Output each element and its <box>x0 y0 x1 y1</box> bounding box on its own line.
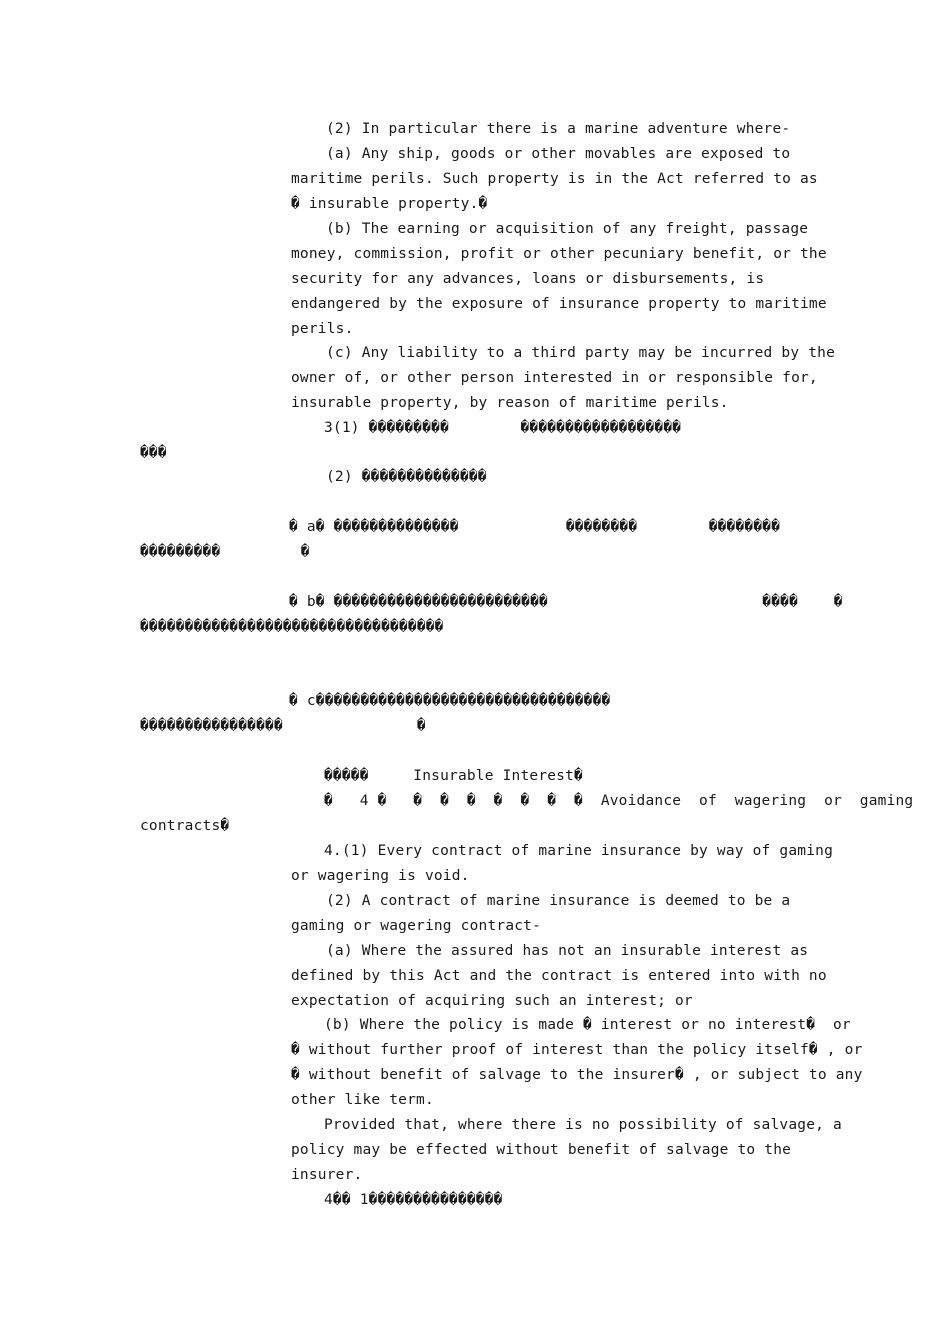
text-line: 4�� 1��������������� <box>324 1192 503 1208</box>
text-line: insurable property, by reason of maritime perils. <box>291 395 729 411</box>
text-line: expectation of acquiring such an interest; or <box>291 993 693 1009</box>
text-line: 4.(1) Every contract of marine insurance by way of gaming <box>324 843 833 859</box>
text-line: � without further proof of interest than the policy itself� , or <box>291 1042 863 1058</box>
text-line: (2) In particular there is a marine adventure where- <box>326 121 791 137</box>
text-line: � without benefit of salvage to the insurer� , or subject to any <box>291 1067 863 1083</box>
text-line: other like term. <box>291 1092 434 1108</box>
text-line: � insurable property.� <box>291 196 488 212</box>
text-line: � b� ������������������������ ���� � <box>289 594 843 610</box>
text-line: endangered by the exposure of insurance property to maritime <box>291 296 827 312</box>
text-line: owner of, or other person interested in or responsible for, <box>291 370 818 386</box>
text-line: (a) Where the assured has not an insurable interest as <box>326 943 809 959</box>
section-heading: ����� Insurable Interest� <box>324 768 583 784</box>
text-line: (a) Any ship, goods or other movables are exposed to <box>326 146 791 162</box>
text-line: ���������������������������������� <box>140 619 444 635</box>
text-line: ���������������� � <box>140 718 426 734</box>
text-line: or wagering is void. <box>291 868 470 884</box>
text-line: � c��������������������������������� <box>289 693 611 709</box>
text-line: Provided that, where there is no possibility of salvage, a <box>324 1117 842 1133</box>
text-line: (c) Any liability to a third party may be incurred by the <box>326 345 835 361</box>
text-line: security for any advances, loans or disbursements, is <box>291 271 765 287</box>
text-line: contracts� <box>140 818 230 834</box>
text-line: insurer. <box>291 1167 363 1183</box>
text-line: ��� <box>140 445 167 461</box>
section-heading: � 4 � � � � � � � � Avoidance of wagering or gaming <box>324 793 914 809</box>
text-line: policy may be effected without benefit of salvage to the <box>291 1142 792 1158</box>
text-line: 3(1) ��������� ������������������ <box>324 420 682 436</box>
text-line: defined by this Act and the contract is entered into with no <box>291 968 827 984</box>
text-line: money, commission, profit or other pecuniary benefit, or the <box>291 246 827 262</box>
text-line: gaming or wagering contract- <box>291 918 542 934</box>
text-line: maritime perils. Such property is in the Act referred to as <box>291 171 818 187</box>
text-line: perils. <box>291 321 354 337</box>
text-line: (2) �������������� <box>326 469 487 485</box>
text-line: (2) A contract of marine insurance is deemed to be a <box>326 893 791 909</box>
text-line: ��������� � <box>140 544 310 560</box>
text-line: (b) The earning or acquisition of any freight, passage <box>326 221 809 237</box>
text-line: � a� �������������� �������� �������� <box>289 519 781 535</box>
text-line: (b) Where the policy is made � interest or no interest� or <box>324 1017 851 1033</box>
